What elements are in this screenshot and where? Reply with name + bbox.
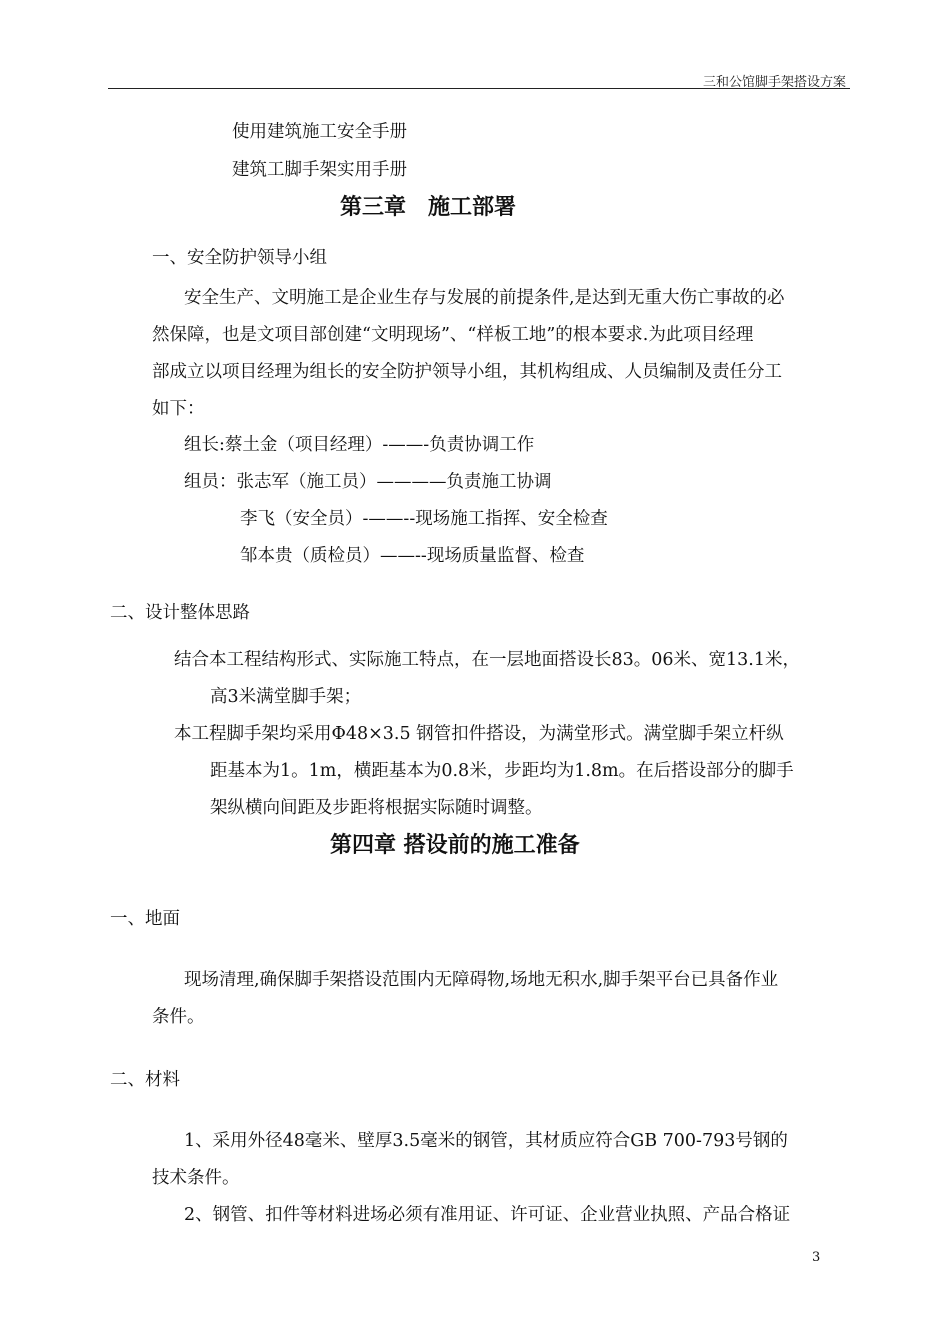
paragraph-line: 部成立以项目经理为组长的安全防护领导小组，其机构组成、人员编制及责任分工 bbox=[152, 362, 782, 382]
section-heading: 二、材料 bbox=[110, 1070, 180, 1090]
section-heading: 一、地面 bbox=[110, 909, 180, 929]
reference-item: 建筑工脚手架实用手册 bbox=[232, 160, 407, 180]
member-line: 组员：张志军（施工员）————负责施工协调 bbox=[184, 472, 552, 492]
paragraph-line: 条件。 bbox=[152, 1007, 205, 1027]
running-header: 三和公馆脚手架搭设方案 bbox=[702, 75, 846, 90]
paragraph-line: 安全生产、文明施工是企业生存与发展的前提条件,是达到无重大伤亡事故的必 bbox=[184, 288, 785, 308]
reference-item: 使用建筑施工安全手册 bbox=[232, 122, 407, 142]
paragraph-line: 高3米满堂脚手架； bbox=[210, 687, 362, 707]
paragraph-line: 架纵横向间距及步距将根据实际随时调整。 bbox=[210, 798, 543, 818]
section-heading: 一、安全防护领导小组 bbox=[152, 248, 327, 268]
paragraph-line: 距基本为1。1m，横距基本为0.8米，步距均为1.8m。在后搭设部分的脚手 bbox=[210, 761, 794, 781]
chapter-title: 第四章 搭设前的施工准备 bbox=[330, 833, 580, 858]
paragraph-line: 技术条件。 bbox=[152, 1168, 240, 1188]
page-number: 3 bbox=[812, 1250, 821, 1265]
paragraph-line: 如下： bbox=[152, 399, 205, 419]
chapter-title: 第三章 施工部署 bbox=[340, 195, 517, 220]
paragraph-line: 然保障，也是文项目部创建“文明现场”、“样板工地”的根本要求.为此项目经理 bbox=[152, 325, 754, 345]
paragraph-line: 现场清理,确保脚手架搭设范围内无障碍物,场地无积水,脚手架平台已具备作业 bbox=[184, 970, 779, 990]
member-line: 邹本贵（质检员）——--现场质量监督、检查 bbox=[240, 546, 585, 566]
paragraph-line: 本工程脚手架均采用Φ48×3.5 钢管扣件搭设，为满堂形式。满堂脚手架立杆纵 bbox=[174, 724, 784, 744]
section-heading: 二、设计整体思路 bbox=[110, 603, 250, 623]
paragraph-line: 结合本工程结构形式、实际施工特点，在一层地面搭设长83。06米、宽13.1米， bbox=[174, 650, 800, 670]
paragraph-line: 1、采用外径48毫米、壁厚3.5毫米的钢管，其材质应符合GB 700-793号钢的 bbox=[184, 1131, 788, 1151]
paragraph-line: 2、钢管、扣件等材料进场必须有准用证、许可证、企业营业执照、产品合格证 bbox=[184, 1205, 791, 1225]
member-line: 李飞（安全员）-——--现场施工指挥、安全检查 bbox=[240, 509, 608, 529]
header-rule bbox=[108, 88, 850, 89]
member-line: 组长:蔡土金（项目经理）-——-负责协调工作 bbox=[184, 435, 535, 455]
